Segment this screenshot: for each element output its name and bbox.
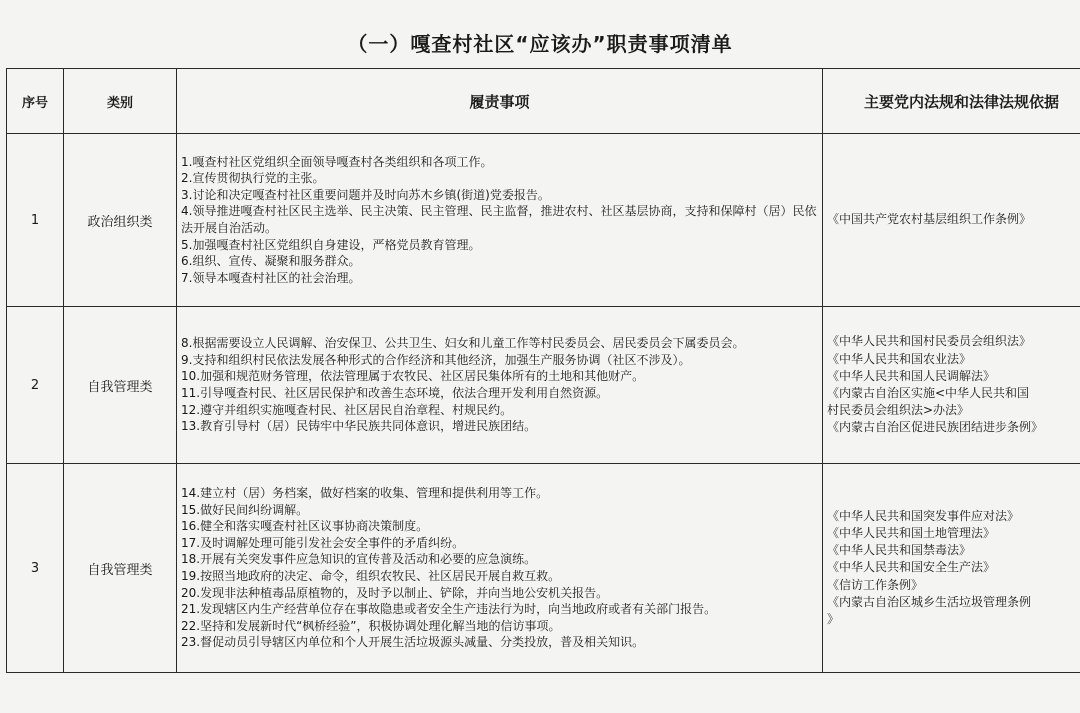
- basis-item: 《中华人民共和国安全生产法》: [827, 560, 996, 575]
- basis-item: 《中华人民共和国土地管理法》: [827, 525, 996, 540]
- row-seq: 3: [7, 464, 64, 673]
- row-seq: 1: [7, 134, 64, 307]
- duty-item: 15.做好民间纠纷调解。: [181, 502, 309, 517]
- basis-item: 《中华人民共和国禁毒法》: [827, 543, 972, 558]
- table-body: [7, 134, 1080, 673]
- duty-item: 14.建立村（居）务档案，做好档案的收集、管理和提供利用等工作。: [181, 486, 549, 501]
- table-header-row: [7, 69, 1080, 134]
- duties-table: [6, 68, 1080, 673]
- duty-item: 2.宣传贯彻执行党的主张。: [181, 171, 325, 186]
- header-duties: 履责事项: [177, 69, 823, 134]
- duty-item: 18.开展有关突发事件应急知识的宣传普及活动和必要的应急演练。: [181, 552, 537, 567]
- page-title: （一）嘎查村社区“应该办”职责事项清单: [347, 32, 733, 56]
- duty-item: 19.按照当地政府的决定、命令，组织农牧民、社区居民开展自救互救。: [181, 569, 561, 583]
- table-row: [7, 134, 1080, 307]
- duty-item: 9.支持和组织村民依法发展各种形式的合作经济和其他经济，加强生产服务协调（社区不涉及）。: [181, 352, 691, 367]
- duty-item: 12.遵守并组织实施嘎查村民、社区居民自治章程、村规民约。: [181, 402, 513, 417]
- row-category: 自我管理类: [64, 464, 177, 673]
- basis-item: 《中华人民共和国村民委员会组织法》: [827, 334, 1032, 349]
- header-seq: 序号: [7, 69, 64, 134]
- duty-item: 6.组织、宣传、凝聚和服务群众。: [181, 254, 361, 269]
- duty-item: 4.领导推进嘎查村社区民主选举、民主决策、民主管理、民主监督，推进农村、社区基层协商，支持和保障村（居）民依法开展自治活动。: [181, 204, 817, 235]
- duty-item: 17.及时调解处理可能引发社会安全事件的矛盾纠纷。: [181, 535, 465, 550]
- duty-item: 13.教育引导村（居）民铸牢中华民族共同体意识，增进民族团结。: [181, 419, 537, 434]
- basis-item: 《中华人民共和国农业法》: [827, 351, 972, 366]
- basis-item: 《中华人民共和国突发事件应对法》: [827, 508, 1020, 523]
- duty-item: 20.发现非法种植毒品原植物的，及时予以制止、铲除，并向当地公安机关报告。: [181, 585, 609, 600]
- header-category: 类别: [64, 69, 177, 134]
- duty-list: [177, 333, 822, 437]
- duty-item: 3.讨论和决定嘎查村社区重要问题并及时向苏木乡镇(街道)党委报告。: [181, 187, 550, 202]
- duty-item: 10.加强和规范财务管理，依法管理属于农牧民、社区居民集体所有的土地和其他财产。: [181, 369, 645, 384]
- duty-item: 22.坚持和发展新时代“枫桥经验”，积极协调处理化解当地的信访事项。: [181, 618, 561, 633]
- basis-item: 《内蒙古自治区促进民族团结进步条例》: [827, 420, 1044, 435]
- basis-item: 《内蒙古自治区实施<中华人民共和国: [827, 386, 1030, 400]
- basis-item: 《信访工作条例》: [827, 577, 924, 592]
- duty-item: 7.领导本嘎查村社区的社会治理。: [181, 270, 361, 285]
- duty-item: 11.引导嘎查村民、社区居民保护和改善生态环境，依法合理开发利用自然资源。: [181, 386, 609, 400]
- duty-item: 8.根据需要设立人民调解、治安保卫、公共卫生、妇女和儿童工作等村民委员会、居民委员会下属委员会。: [181, 336, 745, 351]
- basis-item: 》: [827, 612, 840, 626]
- basis-list: [823, 209, 1080, 230]
- duty-list: [177, 152, 822, 289]
- duty-item: 23.督促动员引导辖区内单位和个人开展生活垃圾源头减量、分类投放，普及相关知识。: [181, 635, 645, 650]
- header-basis: 主要党内法规和法律法规依据: [823, 69, 1080, 134]
- basis-list: [823, 331, 1080, 438]
- table-row: [7, 307, 1080, 464]
- duty-item: 1.嘎查村社区党组织全面领导嘎查村各类组织和各项工作。: [181, 154, 493, 169]
- row-seq: 2: [7, 307, 64, 464]
- duty-list: [177, 483, 822, 653]
- basis-item: 《内蒙古自治区城乡生活垃圾管理条例: [827, 594, 1032, 609]
- basis-list: [823, 506, 1080, 630]
- basis-item: 村民委员会组织法>办法》: [827, 403, 970, 418]
- row-category: 自我管理类: [64, 307, 177, 464]
- duty-item: 21.发现辖区内生产经营单位存在事故隐患或者安全生产违法行为时，向当地政府或者有关部门报告。: [181, 602, 717, 617]
- table-row: [7, 464, 1080, 673]
- duty-item: 16.健全和落实嘎查村社区议事协商决策制度。: [181, 519, 429, 534]
- basis-item: 《中国共产党农村基层组织工作条例》: [827, 212, 1032, 227]
- duty-item: 5.加强嘎查村社区党组织自身建设，严格党员教育管理。: [181, 237, 481, 252]
- basis-item: 《中华人民共和国人民调解法》: [827, 368, 996, 383]
- row-category: 政治组织类: [64, 134, 177, 307]
